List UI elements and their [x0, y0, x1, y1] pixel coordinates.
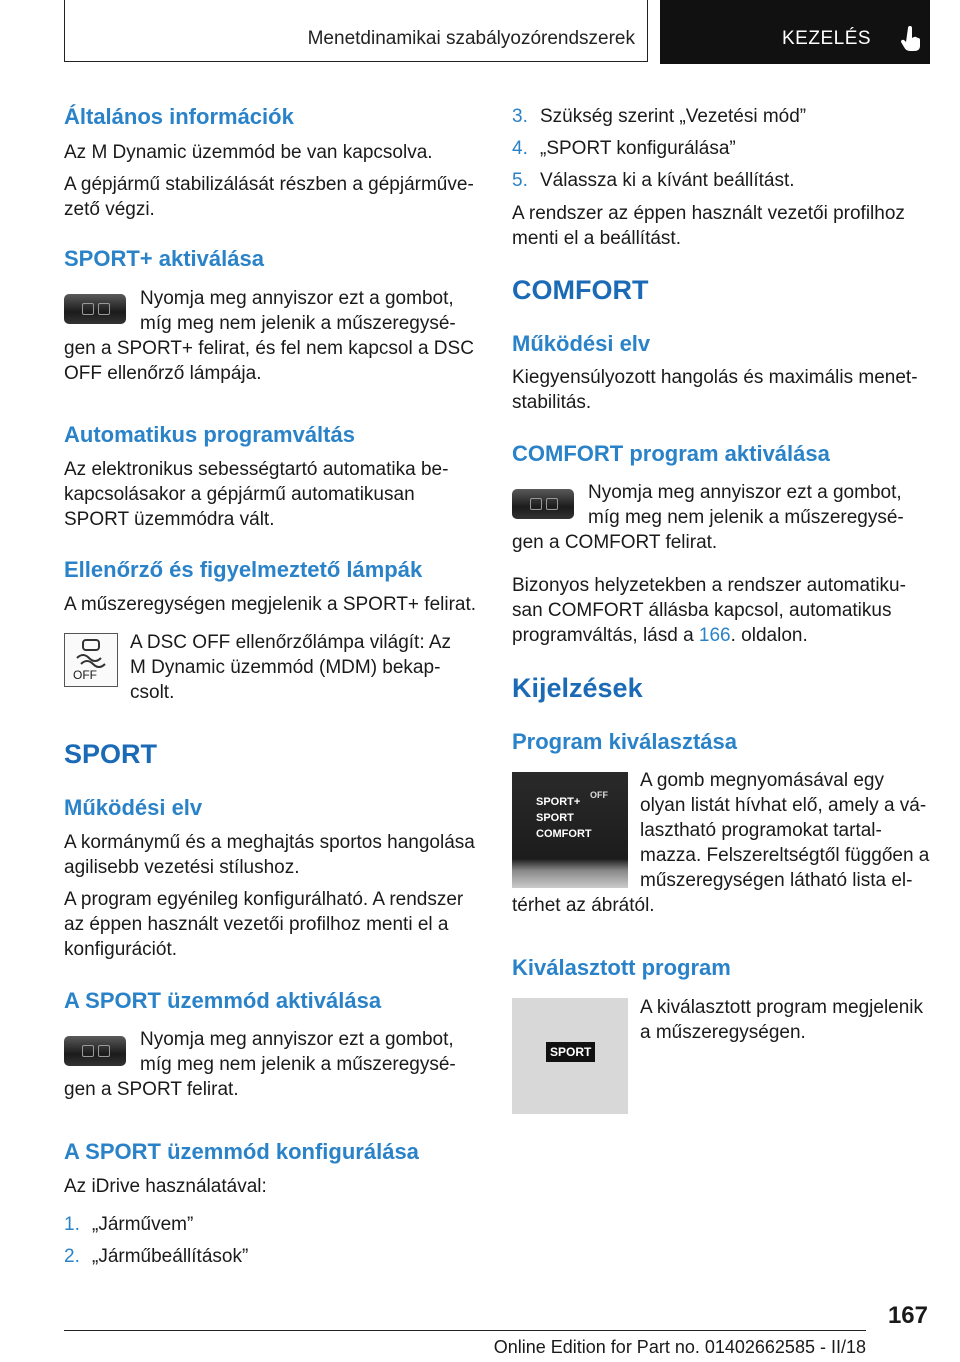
program-select-5: műszeregységen látható lista el‐	[640, 870, 913, 891]
dsc-text-1: A DSC OFF ellenőrzőlámpa világít: Az	[130, 632, 452, 653]
page-number: 167	[887, 1302, 928, 1329]
sport-config-text: Az iDrive használatával:	[64, 1176, 267, 1197]
program-select-4: mazza. Felszereltségtől függően a	[640, 845, 930, 866]
selected-program-image: SPORT	[512, 998, 628, 1114]
list-item: 4. „SPORT konfigurálása”	[512, 138, 736, 159]
auto-text-1: Az elektronikus sebességtartó automatika be‐	[64, 459, 449, 480]
dsc-text-2: M Dynamic üzemmód (MDM) bekap‐	[130, 657, 441, 678]
sport-activate-3: gen a SPORT felirat.	[64, 1079, 239, 1100]
comfort-activate-3: gen a COMFORT felirat.	[512, 532, 718, 553]
sport-activate-title: A SPORT üzemmód aktiválása	[64, 988, 382, 1013]
pointing-hand-icon	[900, 26, 922, 52]
list-item: 3. Szükség szerint „Vezetési mód”	[512, 106, 807, 127]
selected-program-title: Kiválasztott program	[512, 955, 731, 980]
auto-text-3: SPORT üzemmódra vált.	[64, 509, 275, 530]
comfort-title: COMFORT	[512, 275, 649, 305]
list-item: 1. „Járművem”	[64, 1214, 194, 1235]
lamps-title: Ellenőrző és figyelmeztető lámpák	[64, 557, 423, 582]
driving-mode-button-icon	[64, 294, 126, 324]
list-item: 5. Válassza ki a kívánt beállítást.	[512, 170, 795, 191]
driving-mode-button-icon	[64, 1036, 126, 1066]
sport-config-title: A SPORT üzemmód konfigurálása	[64, 1139, 419, 1164]
section-tab	[64, 0, 648, 62]
program-select-1: A gomb megnyomásával egy	[640, 770, 884, 791]
sportplus-text-3: gen a SPORT+ felirat, és fel nem kapcsol a DSC	[64, 338, 474, 359]
comfort-auto-3: programváltás, lásd a 166. oldalon.	[512, 625, 808, 646]
sport-principle-title: Működési elv	[64, 795, 203, 820]
sportplus-title: SPORT+ aktiválása	[64, 246, 264, 271]
chapter-title: KEZELÉS	[782, 28, 872, 49]
auto-title: Automatikus programváltás	[64, 422, 355, 447]
page-link[interactable]: 166	[698, 625, 731, 646]
driving-mode-button-icon	[512, 489, 574, 519]
sportplus-text-2: míg meg nem jelenik a műszeregysé‐	[140, 313, 456, 334]
edition-text: Online Edition for Part no. 01402662585 - II/18	[493, 1337, 866, 1357]
sport-activate-1: Nyomja meg annyiszor ezt a gombot,	[140, 1029, 454, 1050]
program-select-title: Program kiválasztása	[512, 729, 738, 754]
sportplus-text-4: OFF ellenőrző lámpája.	[64, 363, 262, 384]
dsc-text-3: csolt.	[130, 682, 175, 703]
section-title: Menetdinamikai szabályozórendszerek	[307, 28, 635, 49]
sport-principle-5: konfigurációt.	[64, 939, 178, 960]
comfort-auto-2: san COMFORT állásba kapcsol, automatikus	[512, 600, 892, 621]
dsc-off-mini-icon: OFF	[590, 790, 608, 800]
program-list-image: SPORT+ SPORT COMFORT OFF	[512, 772, 628, 888]
general-text-2b: zető végzi.	[64, 199, 155, 220]
auto-text-2: kapcsolásakor a gépjármű automatikusan	[64, 484, 415, 505]
comfort-activate-title: COMFORT program aktiválása	[512, 441, 830, 466]
sport-principle-4: az éppen használt vezetői profilhoz menti el a	[64, 914, 449, 935]
sport-activate-2: míg meg nem jelenik a műszeregysé‐	[140, 1054, 456, 1075]
general-text-2a: A gépjármű stabilizálását részben a gépjárműve‐	[64, 174, 474, 195]
comfort-auto-1: Bizonyos helyzetekben a rendszer automatiku‐	[512, 575, 906, 596]
chapter-tab	[660, 0, 930, 64]
page-footer	[64, 1330, 866, 1357]
comfort-principle-title: Működési elv	[512, 331, 651, 356]
dsc-off-label: OFF	[73, 668, 97, 682]
selected-program-2: a műszeregységen.	[640, 1022, 806, 1043]
sport-principle-3: A program egyénileg konfigurálható. A rendszer	[64, 889, 464, 910]
list-item: 2. „Járműbeállítások”	[64, 1246, 249, 1267]
program-select-3: lasztható programokat tartal‐	[640, 820, 882, 841]
comfort-activate-1: Nyomja meg annyiszor ezt a gombot,	[588, 482, 902, 503]
lamps-text: A műszeregységen megjelenik a SPORT+ felirat.	[64, 594, 477, 615]
save-note-1: A rendszer az éppen használt vezetői profilhoz	[512, 203, 905, 224]
general-title: Általános információk	[64, 104, 294, 129]
comfort-principle-2: stabilitás.	[512, 392, 592, 413]
sport-principle-1: A kormánymű és a meghajtás sportos hangolása	[64, 832, 475, 853]
displays-title: Kijelzések	[512, 673, 643, 703]
program-select-6: térhet az ábrától.	[512, 895, 655, 916]
general-text-1: Az M Dynamic üzemmód be van kapcsolva.	[64, 142, 433, 163]
sportplus-text-1: Nyomja meg annyiszor ezt a gombot,	[140, 288, 454, 309]
page-header	[64, 0, 930, 64]
comfort-principle-1: Kiegyensúlyozott hangolás és maximális menet‐	[512, 367, 918, 388]
selected-program-1: A kiválasztott program megjelenik	[640, 997, 924, 1018]
program-select-2: olyan listát hívhat elő, amely a vá‐	[640, 795, 927, 816]
save-note-2: menti el a beállítást.	[512, 228, 681, 249]
comfort-activate-2: míg meg nem jelenik a műszeregysé‐	[588, 507, 904, 528]
sport-title: SPORT	[64, 739, 158, 769]
sport-principle-2: agilisebb vezetési stílushoz.	[64, 857, 300, 878]
dsc-off-icon	[64, 633, 118, 687]
